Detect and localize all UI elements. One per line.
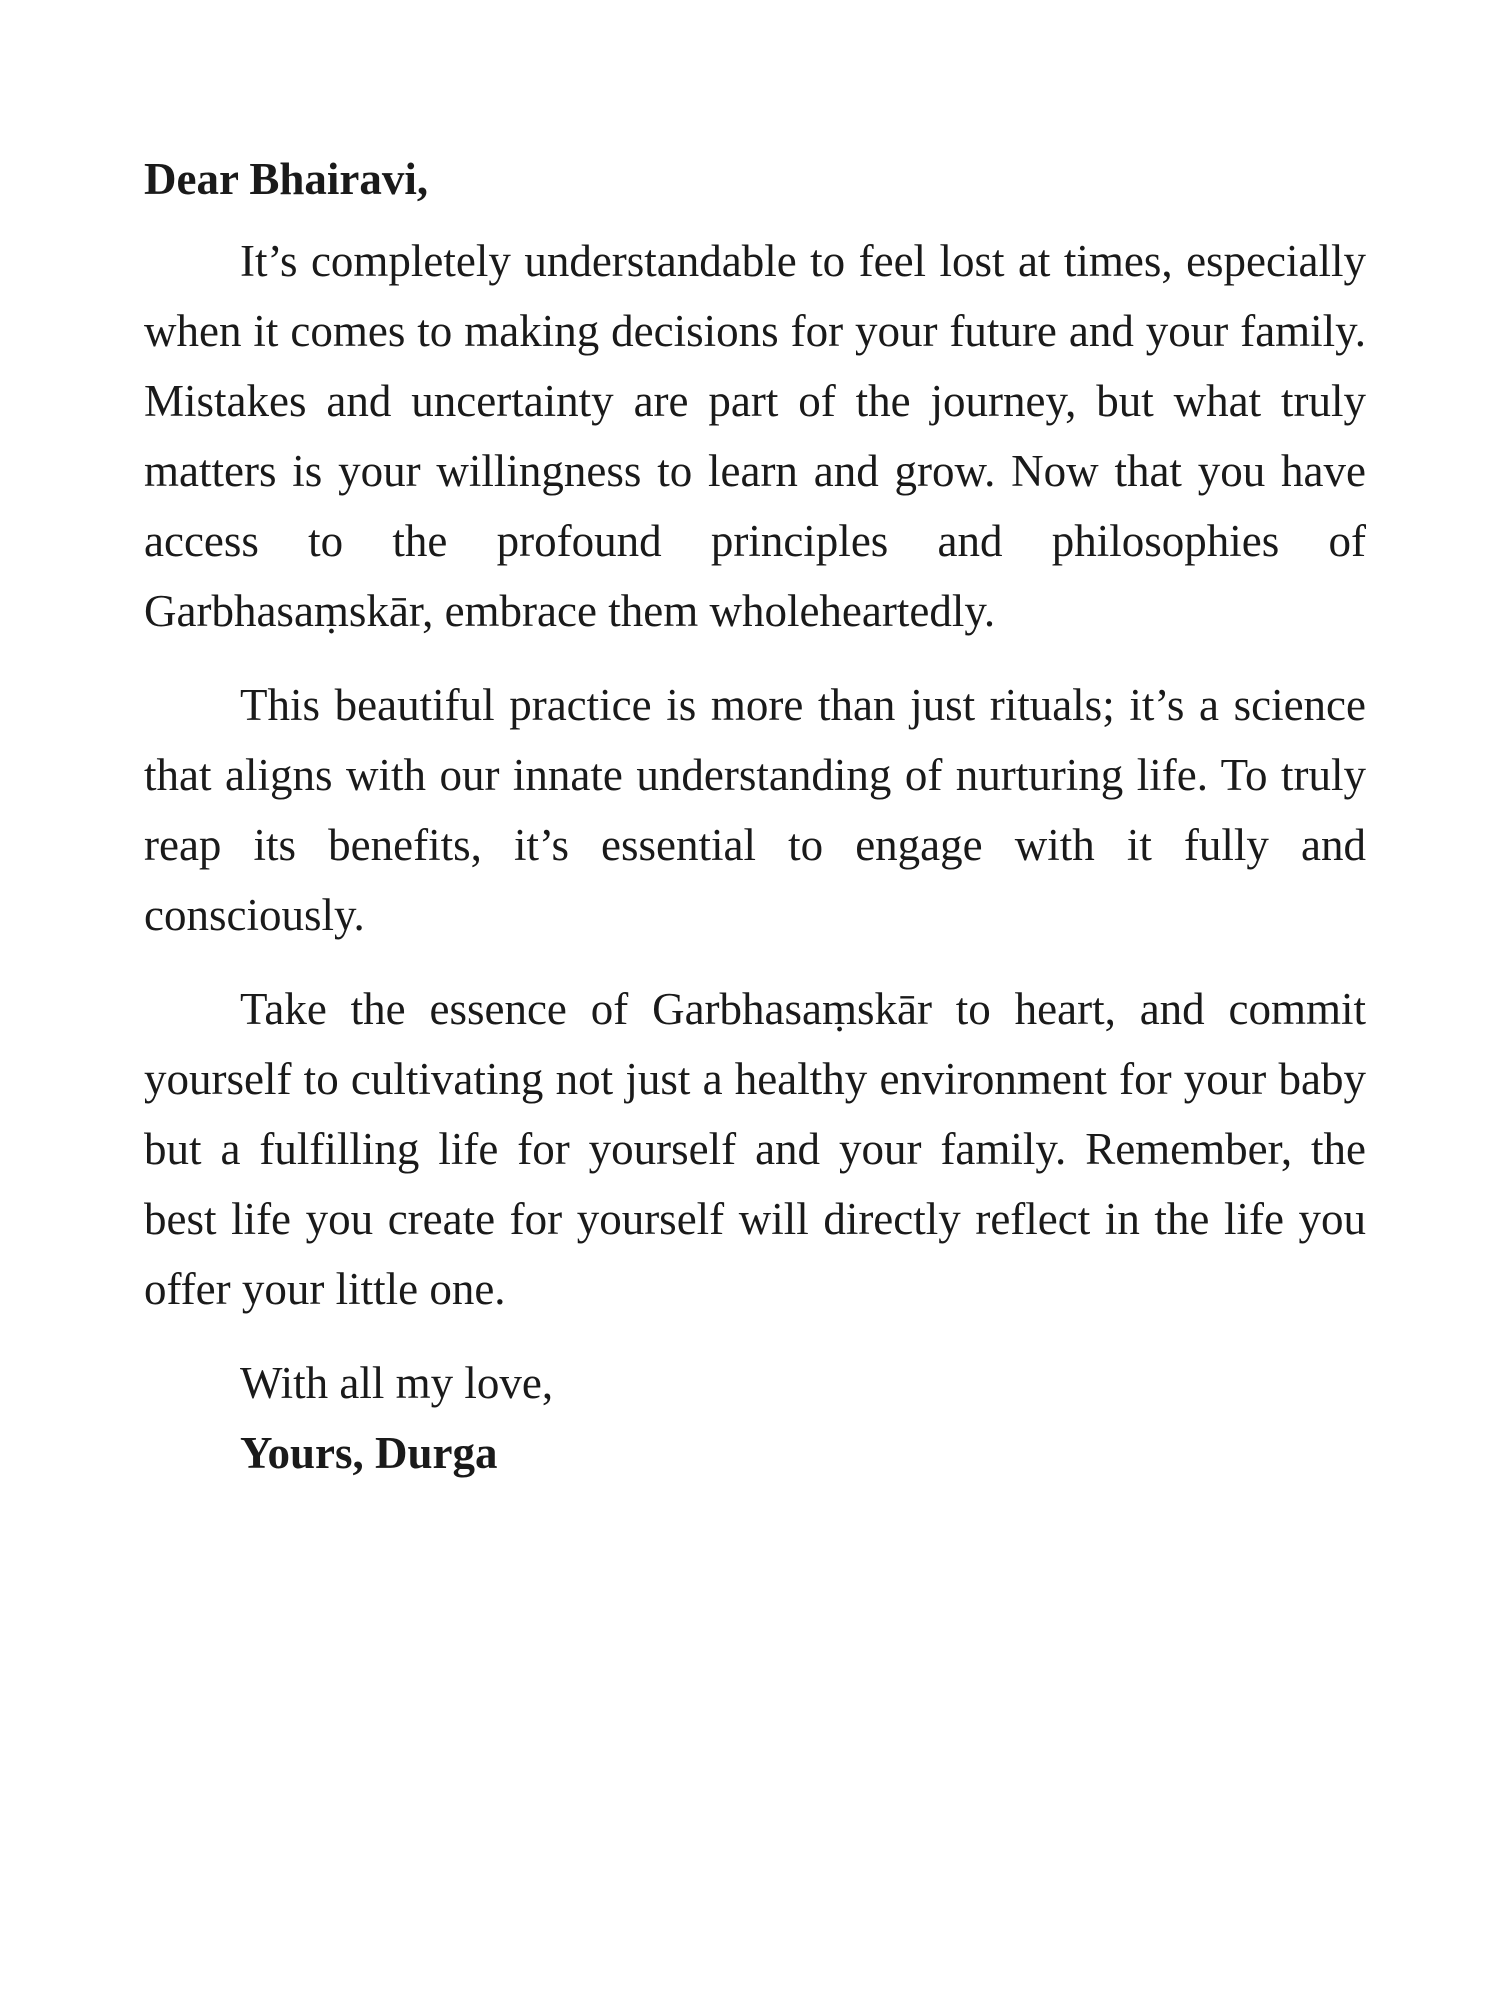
letter-paragraph-3: Take the essence of Garbhasaṃskār to heart, and commit yourself to cultivating not just a healthy environment for your baby but a fulfilling life for yourself and your family. Remember, the best life you create for yourself will directly reflect in the life you offer your little one. — [144, 984, 1366, 1314]
letter-paragraph-2: This beautiful practice is more than just rituals; it’s a science that aligns with our innate understanding of nurturing life. To truly reap its benefits, it’s essential to engage with it fully and consciously. — [144, 680, 1366, 940]
letter-paragraph-1: It’s completely understandable to feel lost at times, especially when it comes to making decisions for your future and your family. Mistakes and uncertainty are part of the journey, but what truly matters is your willingness to learn and grow. Now that you have access to the profound principles and philosophies of Garbhasaṃskār, embrace them wholeheartedly. — [144, 236, 1366, 636]
letter-signature: Yours, Durga — [240, 1428, 498, 1478]
letter-body — [144, 144, 1366, 1488]
letter-closing: With all my love, — [240, 1358, 554, 1408]
letter-greeting: Dear Bhairavi, — [144, 154, 429, 204]
